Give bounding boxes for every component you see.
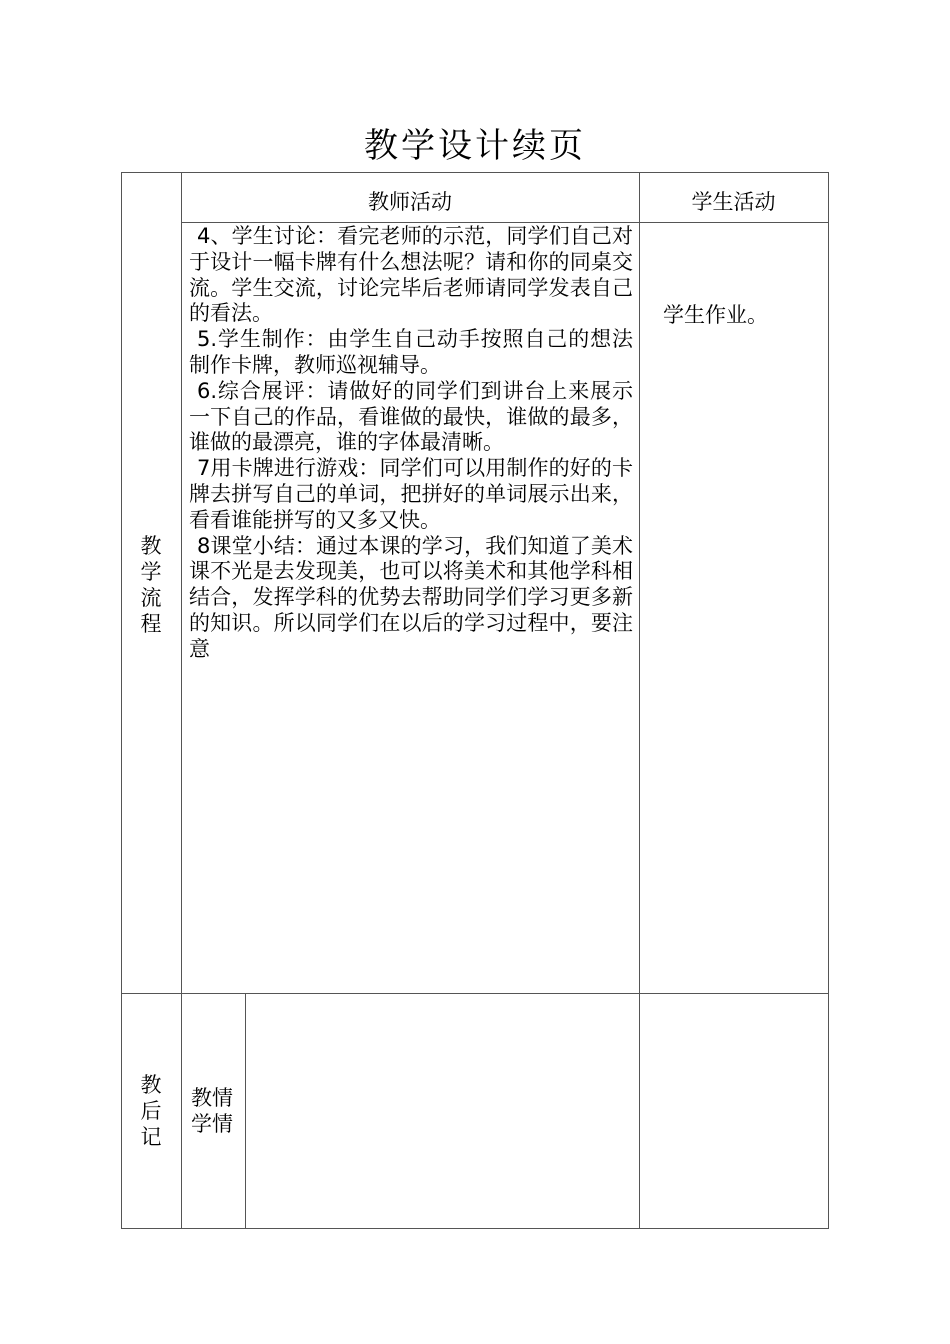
after-class-notes-label: 教 后 记 xyxy=(140,1073,162,1149)
table-sublabel-column-divider xyxy=(245,993,246,1229)
table-header-divider xyxy=(181,222,829,223)
student-activity-content: 学生作业。 xyxy=(663,303,768,327)
step-6: 6.综合展评：请做好的同学们到讲台上来展示一下自己的作品，看谁做的最快，谁做的最多，谁做的最漂亮，谁的字体最清晰。 xyxy=(189,378,633,455)
teacher-activity-content xyxy=(189,224,633,663)
step-7: 7用卡牌进行游戏：同学们可以用制作的好的卡牌去拼写自己的单词，把拼好的单词展示出来，看看谁能拼写的又多又快。 xyxy=(189,456,633,532)
table-label-column-divider xyxy=(181,172,182,1229)
table-border-top xyxy=(121,172,829,173)
table-border-left xyxy=(121,172,122,1229)
table-student-column-divider xyxy=(639,172,640,1229)
teacher-activity-header: 教师活动 xyxy=(368,190,452,214)
table-border-right xyxy=(828,172,829,1229)
table-section-divider xyxy=(121,993,829,994)
student-activity-header: 学生活动 xyxy=(691,190,776,214)
situation-label: 教情 学情 xyxy=(191,1086,233,1136)
step-4: 4、学生讨论：看完老师的示范，同学们自己对于设计一幅卡牌有什么想法呢？请和你的同桌交流。学生交流，讨论完毕后老师请同学发表自己的看法。 xyxy=(189,224,633,326)
step-5: 5.学生制作：由学生自己动手按照自己的想法制作卡牌，教师巡视辅导。 xyxy=(189,327,633,377)
step-8: 8课堂小结：通过本课的学习，我们知道了美术课不光是去发现美，也可以将美术和其他学科相结合，发挥学科的优势去帮助同学们学习更多新的知识。所以同学们在以后的学习过程中，要注意 xyxy=(189,533,633,661)
teaching-process-label: 教 学 流 程 xyxy=(140,534,162,636)
table-border-bottom xyxy=(121,1228,829,1229)
page-title: 教学设计续页 xyxy=(364,126,586,166)
